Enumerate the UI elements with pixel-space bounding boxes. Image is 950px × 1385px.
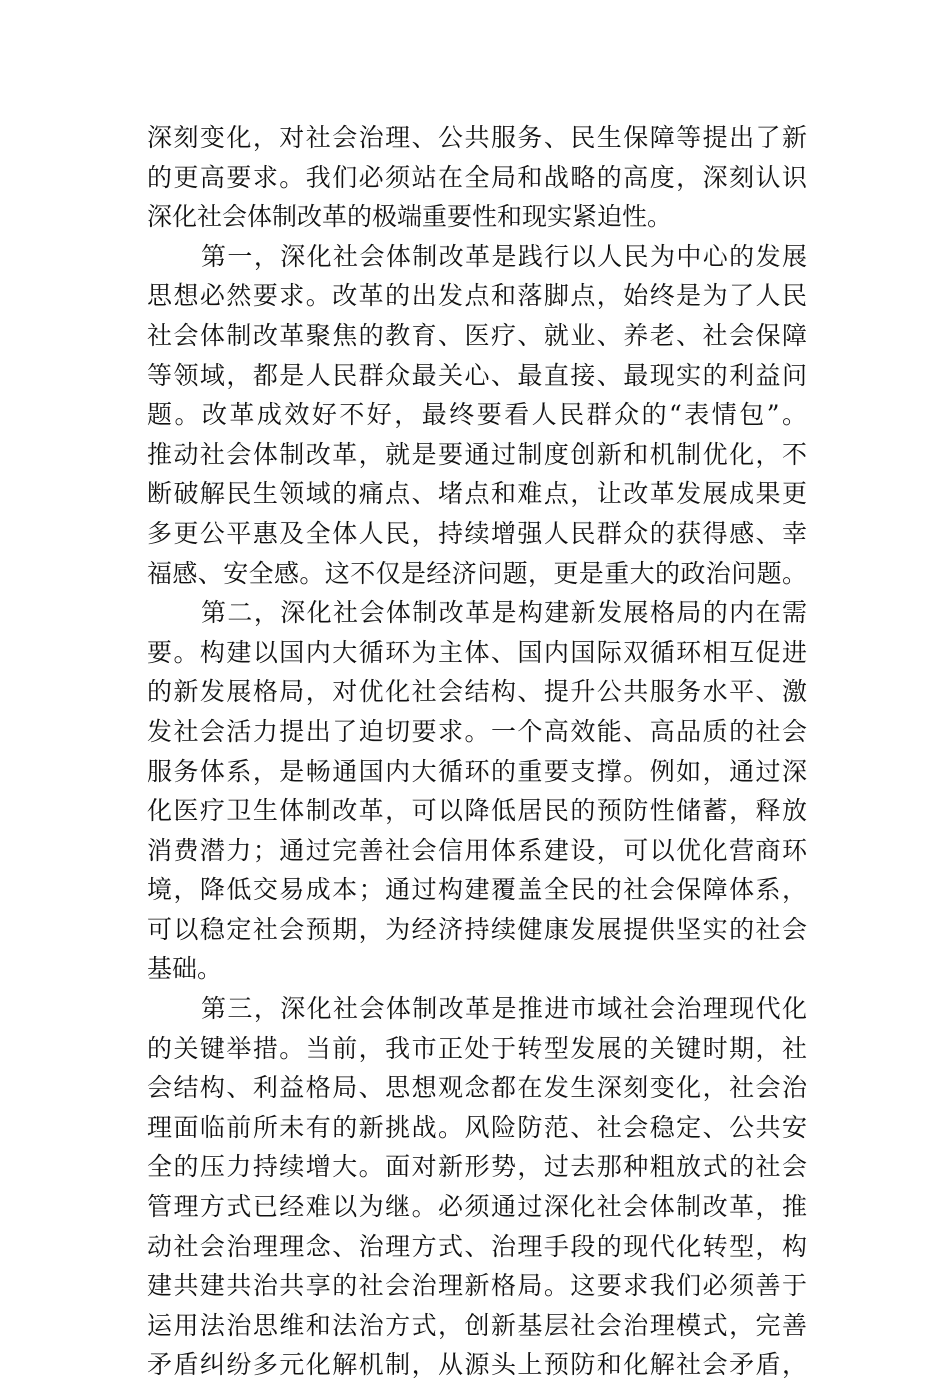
text-line: 第三，深化社会体制改革是推进市域社会治理现代化 [201, 994, 807, 1024]
text-line: 的新发展格局，对优化社会结构、提升公共服务水平、激 [147, 677, 807, 707]
text-line: 建共建共治共享的社会治理新格局。这要求我们必须善于 [147, 1271, 807, 1301]
text-line: 的更高要求。我们必须站在全局和战略的高度，深刻认识 [147, 162, 807, 192]
text-line: 深刻变化，对社会治理、公共服务、民生保障等提出了新 [147, 123, 807, 152]
text-line: 可以稳定社会预期，为经济持续健康发展提供坚实的社会 [147, 914, 807, 944]
text-line: 断破解民生领域的痛点、堵点和难点，让改革发展成果更 [147, 479, 807, 509]
text-line: 矛盾纠纷多元化解机制，从源头上预防和化解社会矛盾， [147, 1350, 807, 1380]
text-line: 全的压力持续增大。面对新形势，过去那种粗放式的社会 [147, 1152, 807, 1182]
text-line: 境，降低交易成本；通过构建覆盖全民的社会保障体系， [147, 875, 807, 905]
text-line: 发社会活力提出了迫切要求。一个高效能、高品质的社会 [147, 716, 807, 746]
text-line: 要。构建以国内大循环为主体、国内国际双循环相互促进 [147, 637, 807, 667]
text-line: 等领域，都是人民群众最关心、最直接、最现实的利益问 [147, 360, 807, 390]
text-line: 福感、安全感。这不仅是经济问题，更是重大的政治问题。 [147, 558, 807, 588]
text-line: 深化社会体制改革的极端重要性和现实紧迫性。 [147, 202, 673, 232]
text-line: 思想必然要求。改革的出发点和落脚点，始终是为了人民 [147, 281, 807, 311]
text-line: 基础。 [147, 954, 223, 984]
text-line: 会结构、利益格局、思想观念都在发生深刻变化，社会治 [147, 1073, 807, 1103]
text-line: 动社会治理理念、治理方式、治理手段的现代化转型，构 [147, 1231, 807, 1261]
body-text [147, 118, 807, 1385]
text-line: 化医疗卫生体制改革，可以降低居民的预防性储蓄，释放 [147, 796, 807, 826]
text-line: 理面临前所未有的新挑战。风险防范、社会稳定、公共安 [147, 1112, 807, 1142]
text-line: 消费潜力；通过完善社会信用体系建设，可以优化营商环 [147, 835, 807, 865]
text-line: 运用法治思维和法治方式，创新基层社会治理模式，完善 [147, 1310, 807, 1340]
text-line: 服务体系，是畅通国内大循环的重要支撑。例如，通过深 [147, 756, 807, 786]
text-line: 第二，深化社会体制改革是构建新发展格局的内在需 [201, 598, 807, 628]
text-line: 题。改革成效好不好，最终要看人民群众的“表情包”。 [147, 400, 807, 430]
text-line: 的关键举措。当前，我市正处于转型发展的关键时期，社 [147, 1033, 807, 1063]
text-line: 推动社会体制改革，就是要通过制度创新和机制优化，不 [147, 439, 807, 469]
text-line: 管理方式已经难以为继。必须通过深化社会体制改革，推 [147, 1192, 807, 1222]
text-line: 第一，深化社会体制改革是践行以人民为中心的发展 [201, 241, 807, 271]
text-line: 多更公平惠及全体人民，持续增强人民群众的获得感、幸 [147, 518, 807, 548]
text-line: 社会体制改革聚焦的教育、医疗、就业、养老、社会保障 [147, 320, 807, 350]
